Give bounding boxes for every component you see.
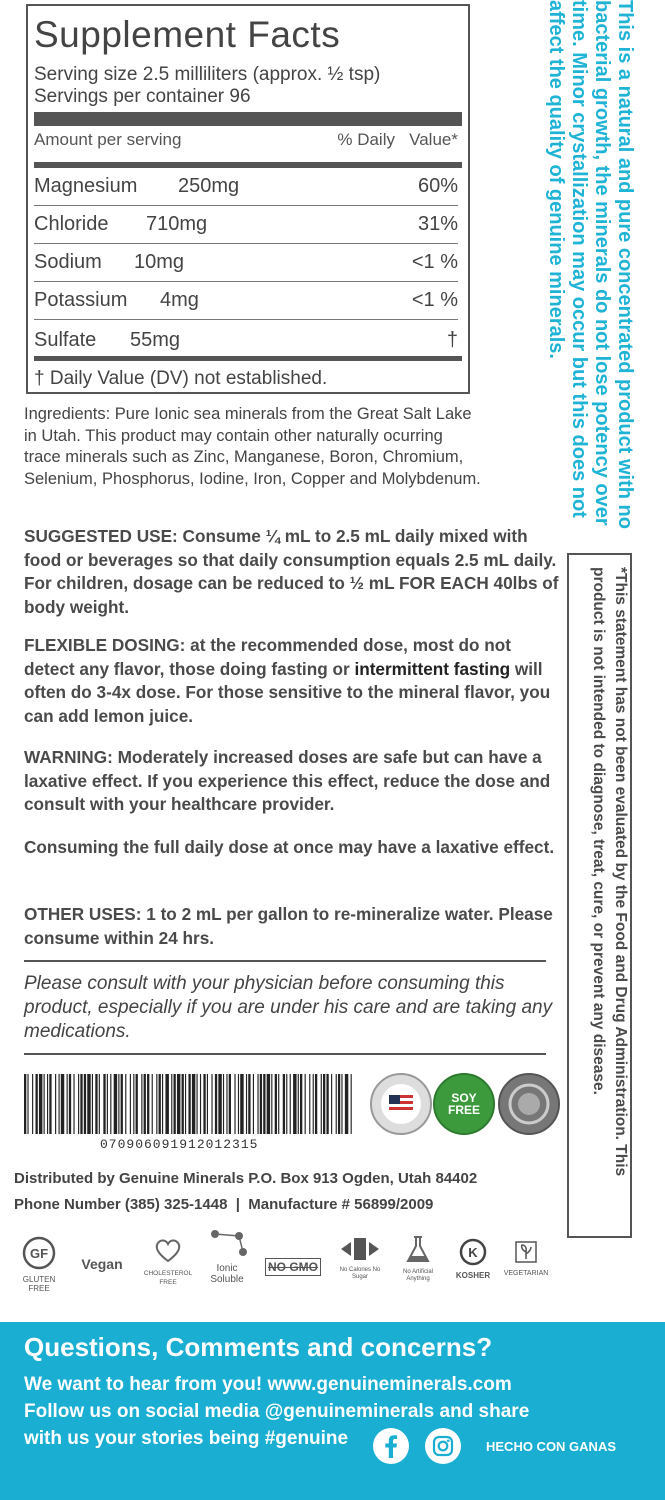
barcode-bar [36,1074,38,1134]
barcode-bar [226,1074,227,1134]
molecule-icon [205,1228,249,1258]
barcode-bar [300,1074,302,1134]
nutrient-name: Sulfate [34,329,97,351]
barcode-bar [313,1074,314,1134]
badge-label: Vegan [81,1256,123,1272]
barcode-bar [55,1074,56,1134]
barcode-bar [293,1074,296,1134]
barcode-bar [207,1074,208,1134]
facebook-icon[interactable] [373,1428,409,1464]
barcode-number: 070906091912012315 [100,1137,259,1152]
barcode-bar [84,1074,86,1134]
badge-label: GLUTEN FREE [22,1275,56,1293]
badge-label: No Artificial Anything [402,1269,433,1282]
svg-text:GF: GF [29,1246,49,1261]
barcode-bar [99,1074,100,1134]
barcode-bar [152,1074,153,1134]
ingredients-text: Ingredients: Pure Ionic sea minerals from the Great Salt Lake in Utah. This product may contain other naturally ocurring trace minerals such as Zinc, Manganese, Boron, Chromium, Selenium, Phosphorus, Iodine, Iron, Copper and Molybdenum. [24,405,481,488]
barcode-bar [323,1074,325,1134]
barcode-bar [182,1074,184,1134]
warning-text: WARNING: Moderately increased doses are safe but can have a laxative effect. If you experience this effect, reduce the dose and consult with your healthcare provider. [24,747,551,814]
nutrient-name: Magnesium [34,175,138,197]
divider [24,960,546,962]
barcode-bar [59,1074,60,1134]
barcode-bar [121,1074,123,1134]
nutrient-row [34,206,458,244]
barcode-bar [223,1074,224,1134]
barcode [24,1074,352,1134]
consult-physician-text: Please consult with your physician before consuming this product, especially if you are under his care and are taking any medications. [24,973,553,1042]
phone-manufacture: Phone Number (385) 325-1448 | Manufacture # 56899/2009 [14,1196,434,1213]
daily-value-label: % Daily Value* [337,130,458,149]
barcode-bar [125,1074,126,1134]
footer-line-stories: with us your stories being #genuine [24,1428,349,1449]
barcode-bar [192,1074,195,1134]
flask-icon [403,1234,433,1264]
contact-footer [0,1322,665,1500]
barcode-bar [87,1074,90,1134]
barcode-bar [309,1074,310,1134]
amount-header-row [34,130,458,150]
intermittent-fasting-emphasis: intermittent fasting [354,658,511,679]
nutrient-amount: 55mg [130,329,181,351]
barcode-bar [136,1074,138,1134]
barcode-bar [229,1074,231,1134]
barcode-bar [95,1074,97,1134]
barcode-bar [27,1074,28,1134]
barcode-bar [110,1074,111,1134]
vegetarian-badge [502,1240,550,1278]
barcode-bar [159,1074,161,1134]
divider [24,1053,546,1055]
footer-line-website: We want to hear from you! www.genuineminerals.com [24,1374,512,1395]
gluten-free-icon [22,1236,56,1270]
amount-label: Amount per serving [34,130,182,149]
cholesterol-free-badge [140,1236,196,1287]
quality-seal [498,1073,560,1135]
barcode-bar [61,1074,64,1134]
facts-footnote: † Daily Value (DV) not established. [34,368,328,389]
serving-info [34,64,380,108]
barcode-bar [32,1074,33,1134]
kosher-badge [452,1238,494,1280]
barcode-bar [246,1074,247,1134]
nutrient-amount: 250mg [178,175,240,197]
barcode-bar [203,1074,205,1134]
barcode-bar [248,1074,250,1134]
serving-size: Serving size 2.5 milliliters (approx. ½ tsp) [34,64,381,85]
nutrient-name: Potassium [34,289,128,311]
quality-note-text: This is a natural and pure concentrated product with no bacterial growth, the minerals do not lose potency over time. Minor crystallization may occur but this does not affect the quality of genuine minerals. [545,0,636,529]
soy-free-label: SOY FREE [447,1091,480,1117]
nutrient-amount: 4mg [160,289,199,311]
footer-line-social: Follow us on social media @genuineminerals and share [24,1401,530,1422]
vegan-badge [74,1256,130,1274]
no-gmo-badge [262,1258,324,1276]
barcode-bar [321,1074,322,1134]
nutrient-pct: <1 % [411,251,458,273]
barcode-bar [197,1074,198,1134]
barcode-bar [338,1074,340,1134]
barcode-bar [271,1074,272,1134]
barcode-bar [147,1074,149,1134]
ionic-soluble-badge [200,1228,254,1285]
barcode-bar [177,1074,180,1134]
seal-emblem-icon [500,1075,558,1133]
supplement-facts-panel [26,4,470,394]
nutrient-pct: † [446,329,458,351]
nutrient-row [34,168,458,206]
barcode-bar [130,1074,131,1134]
thick-divider [34,112,462,126]
barcode-bar [336,1074,337,1134]
barcode-bar [44,1074,45,1134]
barcode-bar [257,1074,258,1134]
barcode-bar [351,1074,352,1134]
barcode-bar [278,1074,279,1134]
badge-label: CHOLESTEROL FREE [143,1270,193,1286]
barcode-bar [171,1074,172,1134]
barcode-bar [144,1074,146,1134]
barcode-bar [286,1074,287,1134]
barcode-bar [188,1074,190,1134]
barcode-bar [211,1074,212,1134]
full-dose-text: Consuming the full daily dose at once may have a laxative effect. [24,837,555,857]
barcode-bar [305,1074,306,1134]
flexible-dosing-part: will often do 3-4x dose. For those sensitive to the mineral flavor, you can add lemon juice. [24,658,551,726]
barcode-bar [298,1074,299,1134]
nutrient-pct: 60% [417,175,458,197]
barcode-bar [141,1074,142,1134]
svg-text:K: K [468,1245,478,1260]
barcode-bar [174,1074,176,1134]
distributor-address: Distributed by Genuine Minerals P.O. Box 913 Ogden, Utah 84402 [14,1170,478,1187]
usa-flag-icon [372,1075,430,1133]
nutrient-row [34,322,458,360]
barcode-bar [162,1074,163,1134]
nutrient-name: Sodium [34,251,102,273]
barcode-bar [133,1074,134,1134]
barcode-bar [118,1074,119,1134]
barcode-bar [331,1074,332,1134]
barcode-bar [103,1074,105,1134]
other-uses-text: OTHER USES: 1 to 2 mL per gallon to re-mineralize water. Please consume within 24 hrs. [24,904,553,948]
barcode-bar [275,1074,277,1134]
barcode-bar [69,1074,71,1134]
nutrient-pct: 31% [417,213,458,235]
nutrient-pct: <1 % [411,289,458,311]
gluten-free-badge [16,1236,62,1293]
barcode-bar [253,1074,254,1134]
distributor-info [14,1166,477,1218]
barcode-bar [39,1074,42,1134]
tagline: HECHO CON GANAS [486,1439,617,1454]
barcode-bar [218,1074,221,1134]
barcode-bar [240,1074,243,1134]
nutrient-row [34,282,458,320]
badge-label: KOSHER [455,1271,491,1280]
barcode-bar [165,1074,168,1134]
badge-label: VEGETARIAN [503,1270,549,1277]
fda-statement-text: *This statement has not been evaluated by the Food and Drug Administration. This product is not intended to diagnose, treat, cure, or prevent any disease. [590,567,629,1177]
flexible-dosing-text [24,634,559,728]
fda-statement-box [567,553,632,1238]
barcode-bar [156,1074,157,1134]
barcode-bar [267,1074,270,1134]
badge-label: No Calories No Sugar [339,1267,381,1280]
nutrient-name: Chloride [34,213,109,235]
badge-label: NO GMO [265,1258,321,1276]
no-calories-badge [334,1236,386,1281]
no-artificial-badge [392,1234,444,1283]
barcode-bar [341,1074,342,1134]
barcode-bar [49,1074,51,1134]
barcode-bar [315,1074,317,1134]
facts-title: Supplement Facts [34,14,341,55]
barcode-bar [78,1074,79,1134]
barcode-bar [283,1074,285,1134]
nutrient-amount: 10mg [134,251,185,273]
barcode-bar [263,1074,265,1134]
instagram-icon[interactable] [425,1428,461,1464]
soy-free-seal [433,1073,495,1135]
flexible-dosing-part: FLEXIBLE DOSING: at the recommended dose, most do not detect any flavor, those doing fasting or [24,635,512,679]
suggested-use-text: SUGGESTED USE: Consume ¼ mL to 2.5 mL daily mixed with food or beverages so that daily consumption equals 2.5 mL daily. For children, dosage can be reduced to ½ mL FOR EACH 40lbs of body weight. [24,526,559,617]
barcode-bar [107,1074,108,1134]
barcode-bar [238,1074,239,1134]
nutrient-row [34,244,458,282]
footer-heading: Questions, Comments and concerns? [24,1332,493,1362]
leaf-icon [514,1240,538,1264]
barcode-bar [326,1074,328,1134]
bottom-divider [34,356,462,361]
barcode-bar [67,1074,68,1134]
barcode-bar [215,1074,217,1134]
barcode-bar [114,1074,117,1134]
kosher-k-icon [459,1238,487,1266]
heart-icon [153,1236,183,1264]
barcode-bar [47,1074,48,1134]
barcode-bar [24,1074,26,1134]
barcode-bar [200,1074,201,1134]
vertical-quality-note [488,0,636,530]
barcode-bar [92,1074,93,1134]
badge-label: Ionic Soluble [210,1263,244,1285]
barcode-bar [290,1074,291,1134]
made-in-usa-seal [370,1073,432,1135]
no-calories-icon [339,1236,381,1262]
barcode-bar [260,1074,262,1134]
barcode-bar [345,1074,348,1134]
servings-per-container: Servings per container 96 [34,86,251,107]
nutrient-amount: 710mg [146,213,208,235]
barcode-bar [80,1074,82,1134]
barcode-bar [185,1074,186,1134]
barcode-bar [234,1074,235,1134]
barcode-bar [73,1074,74,1134]
